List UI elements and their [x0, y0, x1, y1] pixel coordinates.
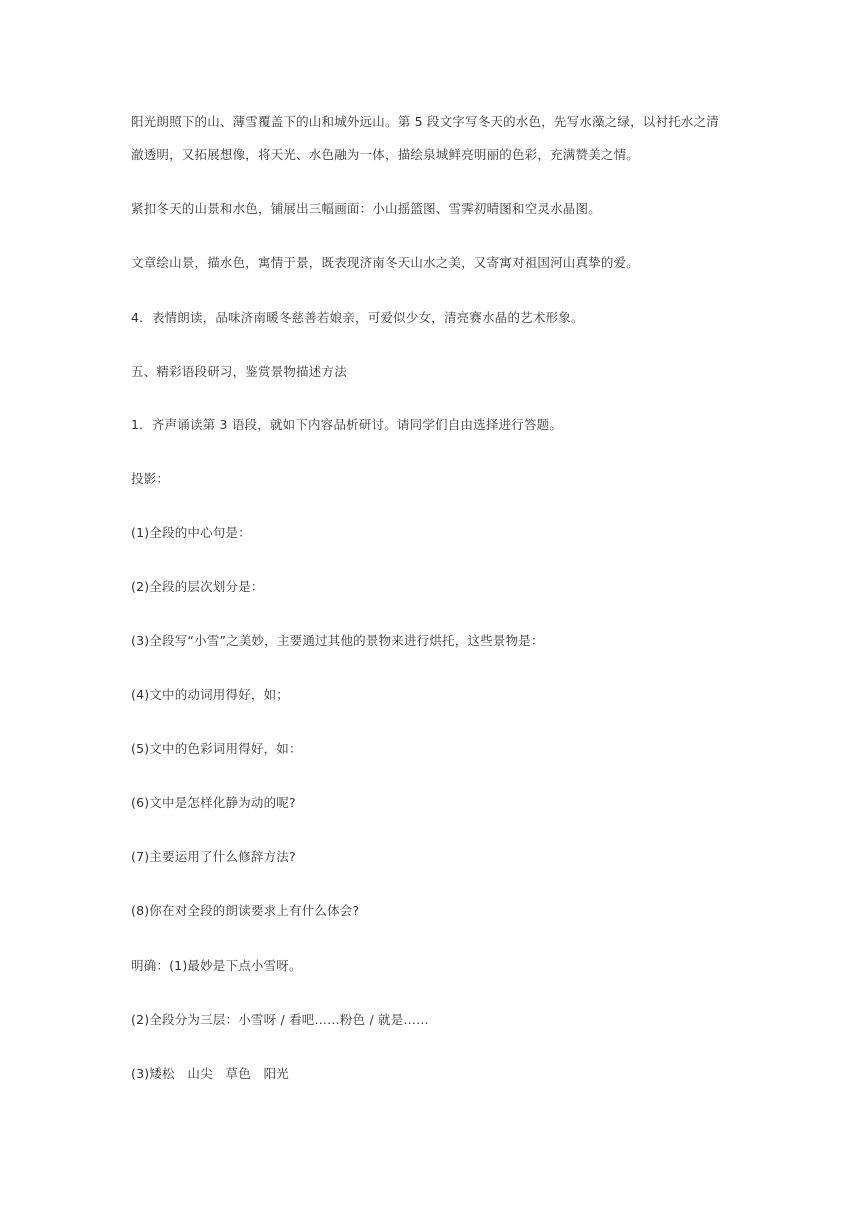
question-7: (7)主要运用了什么修辞方法? — [131, 849, 296, 864]
answer-1: 明确：(1)最妙是下点小雪呀。 — [131, 958, 302, 973]
text-line-1: 阳光朗照下的山、薄雪覆盖下的山和城外远山。第 5 段文字写冬天的水色，先写水藻之绿，以衬托水之清 — [131, 114, 720, 129]
text-line-5: 4．表情朗读，品味济南暖冬慈善若娘亲，可爱似少女，清亮赛水晶的艺术形象。 — [131, 310, 584, 325]
question-1: (1)全段的中心句是： — [131, 525, 251, 540]
text-line-7: 1．齐声诵读第 3 语段，就如下内容品析研讨。请同学们自由选择进行答题。 — [131, 417, 563, 432]
text-line-8: 投影： — [131, 471, 170, 486]
answer-3: (3)矮松 山尖 草色 阳光 — [131, 1066, 290, 1081]
text-line-4: 文章绘山景，描水色，寓情于景，既表现济南冬天山水之美，又寄寓对祖国河山真挚的爱。 — [131, 255, 640, 270]
question-2: (2)全段的层次划分是： — [131, 579, 264, 594]
section-heading: 五、精彩语段研习，鉴赏景物描述方法 — [131, 364, 347, 379]
question-8: (8)你在对全段的朗读要求上有什么体会? — [131, 903, 360, 918]
text-line-3: 紧扣冬天的山景和水色，铺展出三幅画面：小山摇篮图、雪霁初晴图和空灵水晶图。 — [131, 201, 601, 216]
question-5: (5)文中的色彩词用得好，如： — [131, 741, 302, 756]
question-6: (6)文中是怎样化静为动的呢? — [131, 795, 296, 810]
answer-2: (2)全段分为三层：小雪呀 / 看吧……粉色 / 就是…… — [131, 1012, 429, 1027]
question-4: (4)文中的动词用得好，如； — [131, 687, 290, 702]
question-3: (3)全段写“小雪”之美妙，主要通过其他的景物来进行烘托，这些景物是： — [131, 633, 544, 648]
text-line-2: 澈透明，又拓展想像，将天光、水色融为一体，描绘泉城鲜亮明丽的色彩，充满赞美之情。 — [131, 147, 640, 162]
